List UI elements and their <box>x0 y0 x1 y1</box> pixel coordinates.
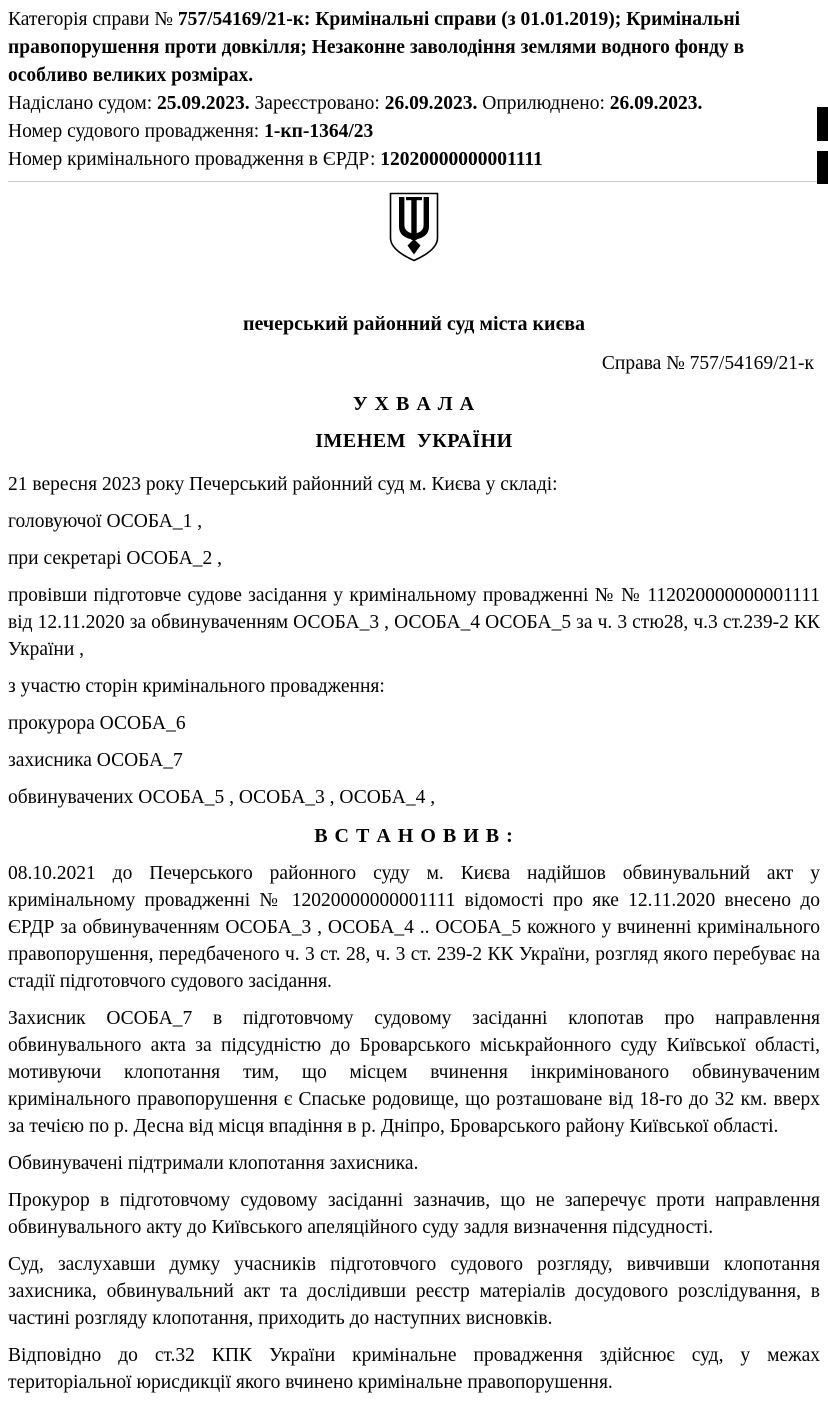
paragraph-composition: 21 вересня 2023 року Печерський районний суд м. Києва у складі: <box>8 474 558 495</box>
case-category-value: 757/54169/21-к: Кримінальні справи (з 01.01.2019); Кримінальні правопорушення проти довкілля; Незаконне заволодіння землями водного фонду в особливо великих розмірах. <box>8 9 745 86</box>
section-heading-vstanovyv: В С Т А Н О В И В : <box>314 825 514 847</box>
paragraph-secretary: при секретарі ОСОБА_2 , <box>8 548 223 569</box>
case-category-line <box>8 6 820 90</box>
emblem-container <box>8 192 820 262</box>
redaction-bar-top <box>817 107 828 141</box>
paragraph-defender: захисника ОСОБА_7 <box>8 750 183 771</box>
erdr-number: 12020000000001111 <box>380 149 543 170</box>
ukraine-trident-emblem <box>389 192 439 262</box>
document-title: У Х В А Л А <box>352 393 476 415</box>
document-subtitle: ІМЕНЕМ УКРАЇНИ <box>315 430 513 452</box>
paragraph-court-review: Суд, заслухавши думку учасників підготовчого судового розгляду, вивчивши клопотання захисника, обвинувальний акт та дослідивши реєстр матеріалів досудового розслідування, в частині розгляду клопотання, приходить до наступних висновків. <box>8 1254 820 1329</box>
published-label: Оприлюднено: <box>482 93 605 114</box>
paragraph-defender-motion: Захисник ОСОБА_7 в підготовчому судовому засіданні клопотав про направлення обвинувального акта за підсудністю до Броварського міськрайонного суду Київської області, мотивуючи клопотання тим, що місцем вчинення інкримінованого обвинуваченим кримінального правопорушення є Спаське родовище, що розташоване від 18-го до 32 км. вверх за течією по р. Десна від місця впадіння в р. Дніпро, Броварського району Київської області. <box>8 1008 820 1137</box>
court-name: печерський районний суд міста києва <box>242 313 586 335</box>
sent-label: Надіслано судом: <box>8 93 153 114</box>
erdr-label: Номер кримінального провадження в ЄРДР: <box>8 149 376 170</box>
sent-date: 25.09.2023. <box>157 93 250 114</box>
court-proceeding-number-line <box>8 118 820 146</box>
erdr-number-line <box>8 146 820 174</box>
document-body <box>8 471 820 1396</box>
paragraph-prosecutor: прокурора ОСОБА_6 <box>8 713 186 734</box>
paragraph-jurisdiction-rule: Відповідно до ст.32 КПК України кримінальне провадження здійснює суд, у межах територіальної юрисдикції якого вчинено кримінальне правопорушення. <box>8 1345 820 1393</box>
document-meta-header <box>8 6 820 174</box>
registered-date: 26.09.2023. <box>384 93 478 114</box>
dates-line <box>8 90 820 118</box>
case-number: Справа № 757/54169/21-к <box>601 353 814 374</box>
redaction-bar-bottom <box>817 151 828 184</box>
registered-label: Зареєстровано: <box>254 93 380 114</box>
header-separator <box>8 181 820 182</box>
paragraph-prosecutor-position: Прокурор в підготовчому судовому засіданні зазначив, що не заперечує проти направлення обвинувального акту до Київського апеляційного суду задля визначення підсудності. <box>8 1190 820 1238</box>
case-category-label: Категорія справи № <box>8 9 173 30</box>
proceeding-label: Номер судового провадження: <box>8 121 260 142</box>
proceeding-number: 1-кп-1364/23 <box>264 121 374 142</box>
paragraph-judge: головуючої ОСОБА_1 , <box>8 511 203 532</box>
paragraph-parties-intro: з участю сторін кримінального провадження: <box>8 676 385 697</box>
paragraph-accused: обвинувачених ОСОБА_5 , ОСОБА_3 , ОСОБА_4 , <box>8 787 436 808</box>
paragraph-indictment-received: 08.10.2021 до Печерського районного суду м. Києва надійшов обвинувальний акт у кримінальному провадженні № 12020000000001111 відомості про яке 12.11.2020 внесено до ЄРДР за обвинуваченням ОСОБА_3 , ОСОБА_4 .. ОСОБА_5 кожного у вчиненні кримінального правопорушення, передбаченого ч. 3 ст. 28, ч. 3 ст. 239-2 КК України, розгляд якого перебуває на стадії підготовчого судового засідання. <box>8 863 820 992</box>
paragraph-proceeding-info: провівши підготовче судове засідання у кримінальному провадженні № № 112020000000001111 від 12.11.2020 за обвинуваченням ОСОБА_3 , ОСОБА_4 ОСОБА_5 за ч. 3 стю28, ч.3 ст.239-2 КК України , <box>8 585 820 660</box>
paragraph-accused-support: Обвинувачені підтримали клопотання захисника. <box>8 1153 419 1174</box>
published-date: 26.09.2023. <box>609 93 703 114</box>
